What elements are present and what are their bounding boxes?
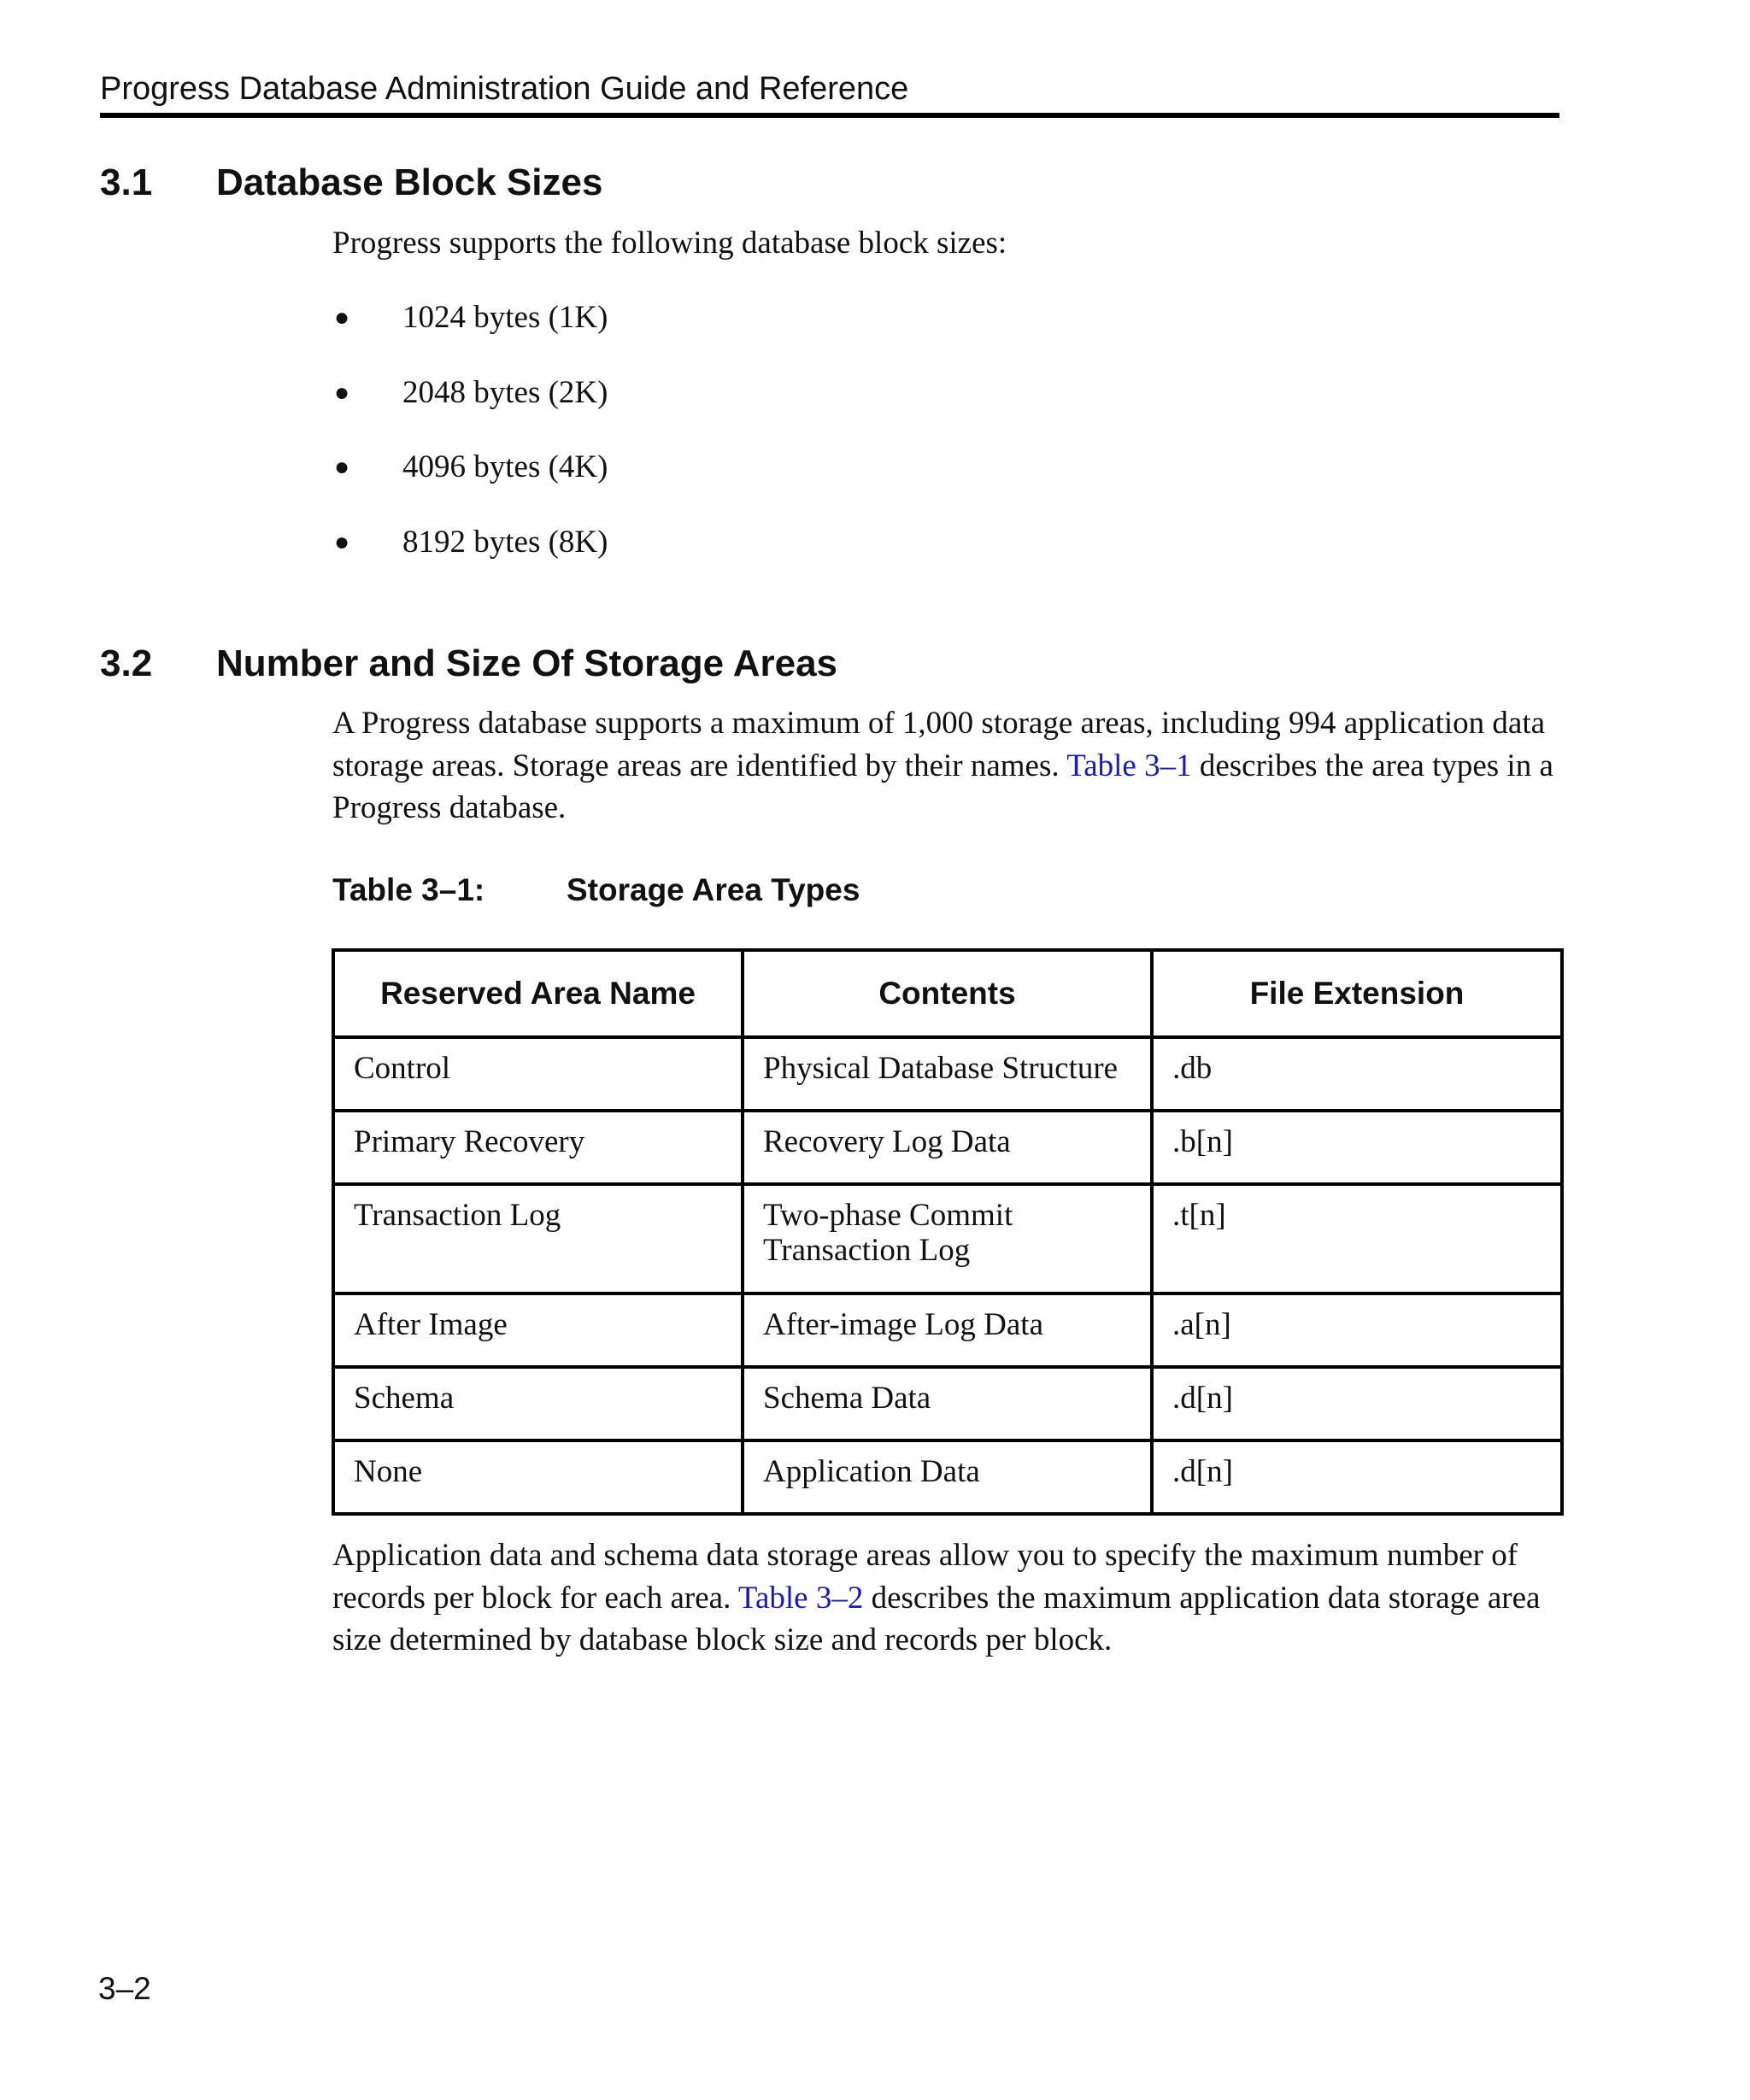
cell-area-name: Transaction Log xyxy=(333,1184,743,1293)
cell-area-name: After Image xyxy=(333,1293,743,1367)
cell-contents: Schema Data xyxy=(743,1367,1152,1440)
list-item xyxy=(332,520,608,595)
section-number: 3.2 xyxy=(100,642,153,684)
paragraph-text: Application data and schema data storage areas allow you to specify the maximum number of records per block for each area. xyxy=(332,1538,1518,1616)
block-sizes-intro: Progress supports the following database block sizes: xyxy=(332,226,1007,261)
column-header-reserved-area-name: Reserved Area Name xyxy=(333,950,743,1037)
cell-extension: .t[n] xyxy=(1152,1184,1562,1293)
records-per-block-paragraph xyxy=(332,1534,1563,1662)
block-size-list xyxy=(332,296,608,595)
section-number: 3.1 xyxy=(100,161,153,203)
table-row xyxy=(333,1184,1562,1293)
table-caption-label: Table 3–1: xyxy=(332,872,485,907)
cell-extension: .d[n] xyxy=(1152,1367,1562,1440)
cell-extension: .b[n] xyxy=(1152,1111,1562,1184)
bullet-icon: ● xyxy=(334,527,350,556)
page-number: 3–2 xyxy=(98,1971,151,2006)
paragraph-text: A Progress database supports a maximum of 1,000 storage areas, including 994 application data storage areas. Storage areas are identified by their names. xyxy=(332,706,1546,783)
storage-areas-paragraph xyxy=(332,702,1563,830)
table-3-2-link[interactable]: Table 3–2 xyxy=(737,1580,864,1616)
section-title: Database Block Sizes xyxy=(216,161,603,203)
cell-contents: Recovery Log Data xyxy=(743,1111,1152,1184)
cell-extension: .a[n] xyxy=(1152,1293,1562,1367)
table-caption xyxy=(332,866,860,914)
storage-area-types-table xyxy=(332,948,1564,1516)
running-header: Progress Database Administration Guide and Reference xyxy=(100,65,1559,118)
section-heading-3-2 xyxy=(100,640,837,688)
cell-contents: After-image Log Data xyxy=(743,1293,1152,1367)
table-row xyxy=(333,1367,1562,1440)
cell-contents: Application Data xyxy=(743,1440,1152,1514)
bullet-icon: ● xyxy=(334,453,350,481)
table-3-1-link[interactable]: Table 3–1 xyxy=(1066,748,1192,783)
section-heading-3-1 xyxy=(100,159,602,207)
column-header-file-extension: File Extension xyxy=(1152,950,1562,1037)
cell-extension: .d[n] xyxy=(1152,1440,1562,1514)
list-item xyxy=(332,445,608,520)
list-item xyxy=(332,296,608,371)
cell-area-name: None xyxy=(333,1440,743,1514)
table-row xyxy=(333,1111,1562,1184)
list-item xyxy=(332,371,608,446)
cell-area-name: Control xyxy=(333,1037,743,1111)
cell-area-name: Schema xyxy=(333,1367,743,1440)
cell-area-name: Primary Recovery xyxy=(333,1111,743,1184)
list-item-text: 1024 bytes (1K) xyxy=(402,300,608,335)
section-title: Number and Size Of Storage Areas xyxy=(216,642,838,684)
table-row xyxy=(333,1037,1562,1111)
paragraph-text: describes the area types in a Progress database. xyxy=(332,748,1553,825)
cell-contents: Physical Database Structure xyxy=(743,1037,1152,1111)
table-caption-title: Storage Area Types xyxy=(567,872,860,907)
bullet-icon: ● xyxy=(334,378,350,407)
cell-extension: .db xyxy=(1152,1037,1562,1111)
bullet-icon: ● xyxy=(334,303,350,331)
table-row xyxy=(333,1440,1562,1514)
list-item-text: 8192 bytes (8K) xyxy=(402,524,608,560)
table-header-row xyxy=(333,950,1562,1037)
paragraph-text: describes the maximum application data storage area size determined by database block size and records per block. xyxy=(332,1580,1541,1657)
list-item-text: 2048 bytes (2K) xyxy=(402,374,608,410)
column-header-contents: Contents xyxy=(743,950,1152,1037)
cell-contents: Two-phase Commit Transaction Log xyxy=(743,1184,1152,1293)
list-item-text: 4096 bytes (4K) xyxy=(402,449,608,484)
table-row xyxy=(333,1293,1562,1367)
